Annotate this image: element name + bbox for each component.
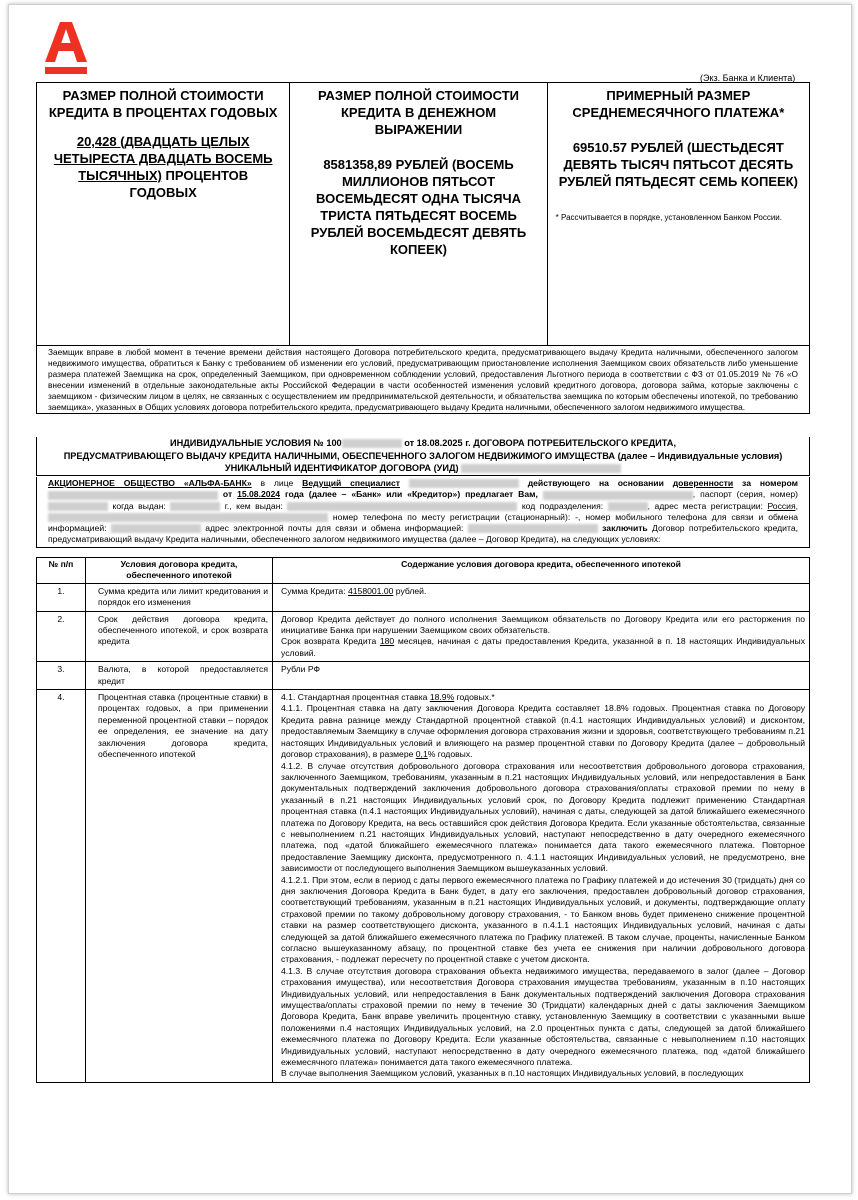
redacted-block [48,513,328,522]
summary-table [36,82,810,346]
copy-note: (Экз. Банка и Клиента) [700,73,796,83]
summary-col-psk-money [290,83,547,345]
redacted-block [170,502,220,511]
table-row: 4. Процентная ставка (процентные ставки) в процентах годовых, а при применении переменной процентной ставки – порядок ее определения, ее значение на дату заключения договора кредита, обеспеченного ипотекой 4.1. Стандартная процентная ставка 18.9% годовых.* 4.1.1. Процентная ставка на дату заключения Договора Кредита составляет 18.8% годовых. Процентная ставка по Договору Кредита равна разнице между Стандартной процентной ставкой (п.4.1 настоящих Индивидуальных условий) и дисконтом, предоставляемым Заемщику в случае оформления договора страхования жизни и здоровья, соответствующего требованиям п.21 настоящих Индивидуальных условий и влияющего на размер процентной ставки по Договору Кредита (далее – добровольный договор страхования), в размере 0,1% годовых. 4.1.2. В случае отсутствия добровольного договора страхования или несоответствия добровольного договора страхования, заключенного Заемщиком, требованиям, указанным в п.21 настоящих Индивидуальных условий, или непредоставления в Банк документальных подтверждений заключения добровольного договора страхования/оплаты страховой премии по нему в указанный в п.21 настоящих Индивидуальных условий срок, по Договору Кредита подлежит применению Стандартная процентная ставка (п.4.1 настоящих Индивидуальных условий), начиная с даты, следующей за датой ближайшего ежемесячного платежа по Договору Кредита, на весь оставшийся срок действия Договора Кредита. Если указанные обстоятельства, связанные с невыполнением п.21 настоящих Индивидуальных условий, наступают непосредственно в дату очередного ежемесячного платежа, под «датой ближайшего ежемесячного платежа» понимается дата такого ежемесячного платежа. Повторное предоставление Заемщику дисконта, предусмотренного п. 4.1.1 настоящих Индивидуальных условий, не предусмотрено, вне зависимости от последующего выполнения Заемщиком вышеуказанных условий. 4.1.2.1. При этом, если в период с даты первого ежемесячного платежа по Графику платежей и до истечения 30 (тридцать) дня со дня заключения Договора Кредита в Банк будет, в дату его заключения, предоставлен добровольный договор страхования, соответствующий требованиям, указанным в п.21 настоящих Индивидуальных условий, и документы, подтверждающие оплату страховой премии по такому добровольному договору страхования, - то Банком вновь будет применено снижение процентной ставки на размер соответствующего дисконта, указанного в п.4.1.1 настоящих Индивидуальных условий, начиная с даты следующей за датой ближайшего ежемесячного платежа по Графику платежей. В таком случае, проценты, начисленные Банком согласно вышеуказанному абзацу, по процентной ставке без учета ее снижения при наличии добровольного договора страхования, - подлежат пересчету по процентной ставке с учетом дисконта. 4.1.3. В случае отсутствия договора страхования объекта недвижимого имущества, передаваемого в залог (далее – Договор страхования имущества), или несоответствия Договора страхования имущества требованиям, указанным в п.10 настоящих Индивидуальных условий, или непредоставления в Банк документальных подтверждений заключения Договора страхования имущества/оплаты страховой премии по нему в течение 30 (Тридцати) календарных дней с даты заключения Заемщиком Договора Кредита, Банк вправе увеличить процентную ставку, установленную Заемщику в соответствии с указанными выше положениями п.4 настоящих Индивидуальных условий, на 2.0 процентных пункта с даты, следующей за датой ближайшего ежемесячного платежа по Договору Кредита. Если указанные обстоятельства, связанные с невыполнением п.10 настоящих Индивидуальных условий, наступают непосредственно в дату очередного ежемесячного платежа, под «датой ближайшего ежемесячного платежа» понимается дата такого ежемесячного платежа. В случае выполнения Заемщиком условий, указанных в п.10 настоящих Индивидуальных условий, в последующих [37,690,810,1083]
redacted-block [461,464,621,473]
redacted-block [468,524,598,533]
psk-money-value: 8581358,89 РУБЛЕЙ (ВОСЕМЬ МИЛЛИОНОВ ПЯТЬСОТ ВОСЕМЬДЕСЯТ ОДНА ТЫСЯЧА ТРИСТА ПЯТЬДЕСЯТ ВОСЕМЬ РУБЛЕЙ ВОСЕМЬДЕСЯТ ДЕВЯТЬ КОПЕЕК) [310,157,527,257]
conditions-table [36,557,810,1083]
redacted-block [287,502,517,511]
monthly-payment-heading: ПРИМЕРНЫЙ РАЗМЕР СРЕДНЕМЕСЯЧНОГО ПЛАТЕЖА* [572,88,785,120]
redacted-block [543,491,693,500]
psk-percent-value [45,133,281,201]
table-row: 1. Сумма кредита или лимит кредитования и порядок его изменения Сумма Кредита: 4158001.00 рублей. [37,583,810,611]
summary-col-monthly-payment [548,83,809,345]
col-header-content: Содержание условия договора кредита, обеспеченного ипотекой [273,558,810,584]
redacted-block [608,502,648,511]
summary-col-psk-percent [37,83,290,345]
grace-period-notice: Заемщик вправе в любой момент в течение времени действия настоящего Договора потребительского кредита, предусматривающего выдачу Кредита наличными, обеспеченного залогом недвижимого имущества, обратиться к Банку с требованием об изменении его условий, предусматривающим приостановление исполнения Заемщиком своих обязательств либо уменьшение размера платежей Заемщика на срок, определенный Заемщиком, при одновременном соблюдении условий, предоставления Льготного периода в соответствии с ФЗ от 01.05.2019 № 76 «О внесении изменений в отдельные законодательные акты Российской Федерации в части особенностей изменения условий кредитного договора, договора займа, которые заключены с заемщиком - физическим лицом в целях, не связанных с осуществлением им предпринимательской деятельности, и обязательства заемщика по которым обеспечены ипотекой, по требованию заемщика», указанных в Общих условиях договора потребительского кредита, предусматривающего выдачу Кредита наличными, обеспеченного залогом недвижимого имущества. [36,346,810,414]
redacted-block [342,439,402,448]
psk-percent-heading: РАЗМЕР ПОЛНОЙ СТОИМОСТИ КРЕДИТА В ПРОЦЕНТАХ ГОДОВЫХ [48,88,278,120]
psk-percent-rest: ПРОЦЕНТОВ ГОДОВЫХ [129,168,249,200]
redacted-block [48,502,108,511]
monthly-payment-footnote: * Рассчитывается в порядке, установленном Банком России. [555,213,782,222]
individual-conditions-title-line2: ПРЕДУСМАТРИВАЮЩЕГО ВЫДАЧУ КРЕДИТА НАЛИЧНЫМИ, ОБЕСПЕЧЕННОГО ЗАЛОГОМ НЕДВИЖИМОГО ИМУЩЕСТВА (далее – Индивидуальные условия) [63,450,783,461]
loan-amount: Сумма Кредита: 4158001.00 рублей. [273,583,810,611]
individual-conditions-header [36,437,810,476]
col-header-number: № п/п [37,558,86,584]
psk-money-heading: РАЗМЕР ПОЛНОЙ СТОИМОСТИ КРЕДИТА В ДЕНЕЖНОМ ВЫРАЖЕНИИ [318,88,519,137]
redacted-block [48,491,218,500]
loan-term: Договор Кредита действует до полного исполнения Заемщиком обязательств по Договору Кредита или его расторжения по инициативе Банка при нарушении Заемщиком своих обязательств. Срок возврата Кредита 180 месяцев, начиная с даты предоставления Кредита, указанной в п. 18 настоящих Индивидуальных условий. [273,611,810,662]
col-header-term: Условия договора кредита, обеспеченного ипотекой [86,558,273,584]
offer-intro: АКЦИОНЕРНОЕ ОБЩЕСТВО «АЛЬФА-БАНК» в лице Ведущий специалист действующего на основании доверенности за номером от 15.08.2024 года (далее – «Банк» или «Кредитор») предлагает Вам, , паспорт (серия, номер) когда выдан: г., кем выдан: код подразделения: , адрес места регистрации: Россия, номер телефона по месту регистрации (стационарный): -, номер мобильного телефона для связи и обмена информацией: адрес электронной почты для связи и обмена информацией: заключить Договор потребительского кредита, предусматривающий выдачу Кредита наличными, обеспеченного залогом недвижимого имущества (далее – Договор Кредита), на следующих условиях: [36,477,810,548]
psk-percent-underlined: 20,428 (ДВАДЦАТЬ ЦЕЛЫХ ЧЕТЫРЕСТА ДВАДЦАТЬ ВОСЕМЬ ТЫСЯЧНЫХ) [53,134,273,183]
monthly-payment-value: 69510.57 РУБЛЕЙ (ШЕСТЬДЕСЯТ ДЕВЯТЬ ТЫСЯЧ ПЯТЬСОТ ДЕСЯТЬ РУБЛЕЙ ПЯТЬДЕСЯТ СЕМЬ КОПЕЕК) [558,140,798,189]
interest-rate: 4.1. Стандартная процентная ставка 18.9% годовых.* 4.1.1. Процентная ставка на дату заключения Договора Кредита составляет 18.8% годовых. Процентная ставка по Договору Кредита равна разнице между Стандартной процентной ставкой (п.4.1 настоящих Индивидуальных условий) и дисконтом, предоставляемым Заемщику в случае оформления договора страхования жизни и здоровья, соответствующего требованиям п.21 настоящих Индивидуальных условий и влияющего на размер процентной ставки по Договору Кредита (далее – добровольный договор страхования), в размере 0,1% годовых. 4.1.2. В случае отсутствия добровольного договора страхования или несоответствия добровольного договора страхования, заключенного Заемщиком, требованиям, указанным в п.21 настоящих Индивидуальных условий, или непредоставления в Банк документальных подтверждений заключения добровольного договора страхования/оплаты страховой премии по нему в указанный в п.21 настоящих Индивидуальных условий срок, по Договору Кредита подлежит применению Стандартная процентная ставка (п.4.1 настоящих Индивидуальных условий), начиная с даты, следующей за датой ближайшего ежемесячного платежа по Договору Кредита, на весь оставшийся срок действия Договора Кредита. Если указанные обстоятельства, связанные с невыполнением п.21 настоящих Индивидуальных условий, наступают непосредственно в дату очередного ежемесячного платежа, под «датой ближайшего ежемесячного платежа» понимается дата такого ежемесячного платежа. Повторное предоставление Заемщику дисконта, предусмотренного п. 4.1.1 настоящих Индивидуальных условий, не предусмотрено, вне зависимости от последующего выполнения Заемщиком вышеуказанных условий. 4.1.2.1. При этом, если в период с даты первого ежемесячного платежа по Графику платежей и до истечения 30 (тридцать) дня со дня заключения Договора Кредита в Банк будет, в дату его заключения, предоставлен добровольный договор страхования, соответствующий требованиям, указанным в п.21 настоящих Индивидуальных условий, и документы, подтверждающие оплату страховой премии по такому добровольному договору страхования, - то Банком вновь будет применено снижение процентной ставки на размер соответствующего дисконта, указанного в п.4.1.1 настоящих Индивидуальных условий, начиная с даты следующей за датой ближайшего ежемесячного платежа по Графику платежей. В таком случае, проценты, начисленные Банком согласно вышеуказанному абзацу, по процентной ставке без учета ее снижения при наличии добровольного договора страхования, - подлежат пересчету по процентной ставке с учетом дисконта. 4.1.3. В случае отсутствия договора страхования объекта недвижимого имущества, передаваемого в залог (далее – Договор страхования имущества), или несоответствия Договора страхования имущества требованиям, указанным в п.10 настоящих Индивидуальных условий, или непредоставления в Банк документальных подтверждений заключения Договора страхования имущества/оплаты страховой премии по нему в течение 30 (Тридцати) календарных дней с даты заключения Заемщиком Договора Кредита, Банк вправе увеличить процентную ставку, установленную Заемщику в соответствии с указанными выше положениями п.4 настоящих Индивидуальных условий, на 2.0 процентных пункта с даты, следующей за датой ближайшего ежемесячного платежа по Договору Кредита. Если указанные обстоятельства, связанные с невыполнением п.10 настоящих Индивидуальных условий, наступают непосредственно в дату очередного ежемесячного платежа, под «датой ближайшего ежемесячного платежа» понимается дата такого ежемесячного платежа. В случае выполнения Заемщиком условий, указанных в п.10 настоящих Индивидуальных условий, в последующих [273,690,810,1083]
loan-currency: Рубли РФ [273,662,810,690]
table-row: 2. Срок действия договора кредита, обеспеченного ипотекой, и срок возврата кредита Договор Кредита действует до полного исполнения Заемщиком обязательств по Договору Кредита или его расторжения по инициативе Банка при нарушении Заемщиком своих обязательств. Срок возврата Кредита 180 месяцев, начиная с даты предоставления Кредита, указанной в п. 18 настоящих Индивидуальных условий. [37,611,810,662]
conditions-header-row [37,558,810,584]
alfa-bank-logo [44,22,88,74]
redacted-block [111,524,201,533]
table-row: 3. Валюта, в которой предоставляется кредит Рубли РФ [37,662,810,690]
individual-conditions-title-line1: ИНДИВИДУАЛЬНЫЕ УСЛОВИЯ № 100 от 18.08.2025 г. ДОГОВОРА ПОТРЕБИТЕЛЬСКОГО КРЕДИТА, [170,438,676,448]
individual-conditions-uid: УНИКАЛЬНЫЙ ИДЕНТИФИКАТОР ДОГОВОРА (УИД) [39,462,807,475]
redacted-block [409,479,519,488]
